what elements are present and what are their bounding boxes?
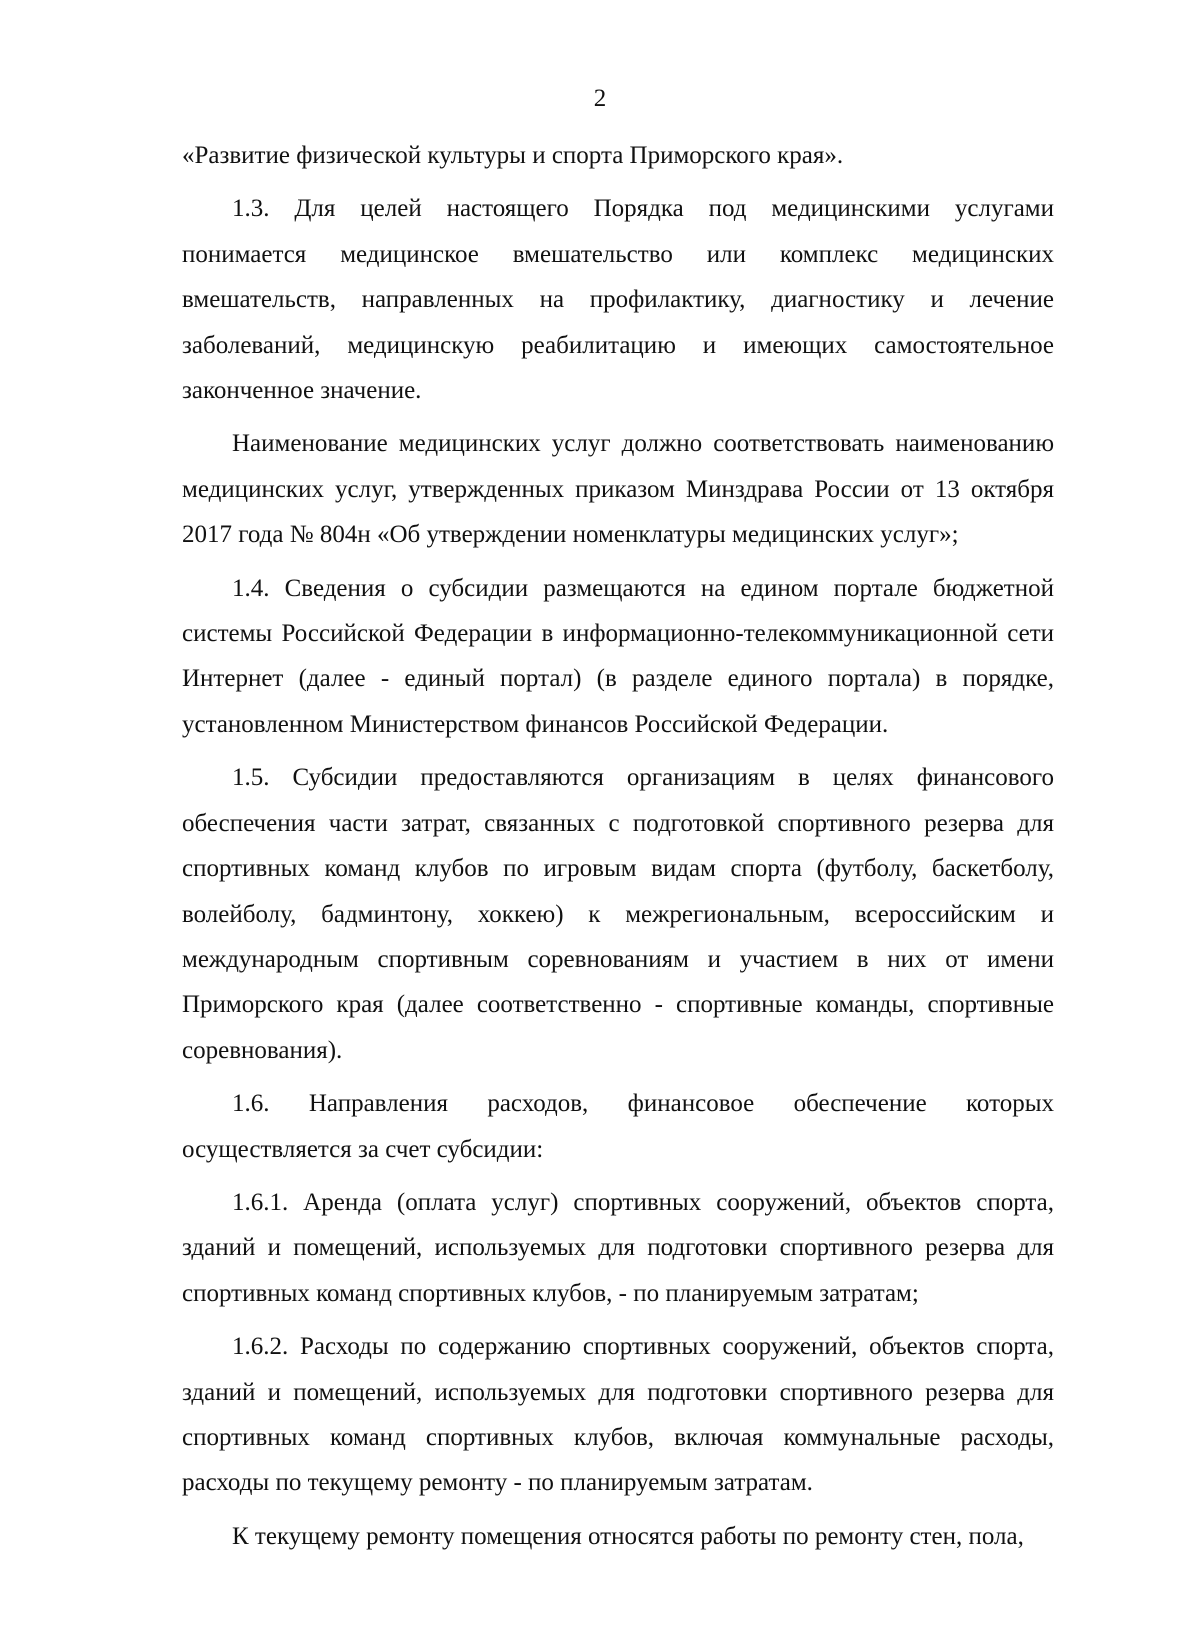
paragraph-medical-services-name: Наименование медицинских услуг должно соответствовать наименованию медицинских услуг, утвержденных приказом Минздрава России от 13 октября 2017 года № 804н «Об утверждении номенклатуры медицинских услуг»; <box>182 430 1054 549</box>
document-body <box>182 133 1054 1559</box>
paragraph-program-title: «Развитие физической культуры и спорта Приморского края». <box>182 142 844 169</box>
paragraph-current-repair: К текущему ремонту помещения относятся работы по ремонту стен, пола, <box>232 1522 1024 1550</box>
paragraph-1-3: 1.3. Для целей настоящего Порядка под медицинскими услугами понимается медицинское вмешательство или комплекс медицинских вмешательств, направленных на профилактику, диагностику и лечение заболеваний, медицинскую реабилитацию и имеющих самостоятельное законченное значение. <box>182 195 1054 405</box>
paragraph-1-6: 1.6. Направления расходов, финансовое обеспечение которых осуществляется за счет субсидии: <box>182 1090 1054 1163</box>
paragraph-1-6-1: 1.6.1. Аренда (оплата услуг) спортивных сооружений, объектов спорта, зданий и помещений, используемых для подготовки спортивного резерва для спортивных команд спортивных клубов, - по планируемым затратам; <box>182 1188 1054 1307</box>
paragraph-1-6-2: 1.6.2. Расходы по содержанию спортивных сооружений, объектов спорта, зданий и помещений, используемых для подготовки спортивного резерва для спортивных команд спортивных клубов, включая коммунальные расходы, расходы по текущему ремонту - по планируемым затратам. <box>182 1333 1054 1497</box>
paragraph-1-5: 1.5. Субсидии предоставляются организациям в целях финансового обеспечения части затрат, связанных с подготовкой спортивного резерва для спортивных команд клубов по игровым видам спорта (футболу, баскетболу, волейболу, бадминтону, хоккею) к межрегиональным, всероссийским и международным спортивным соревнованиям и участием в них от имени Приморского края (далее соответственно - спортивные команды, спортивные соревнования). <box>182 764 1054 1064</box>
paragraph-1-4: 1.4. Сведения о субсидии размещаются на едином портале бюджетной системы Российской Федерации в информационно-телекоммуникационной сети Интернет (далее - единый портал) (в разделе единого портала) в порядке, установленном Министерством финансов Российской Федерации. <box>182 574 1054 738</box>
page-number: 2 <box>593 85 607 112</box>
